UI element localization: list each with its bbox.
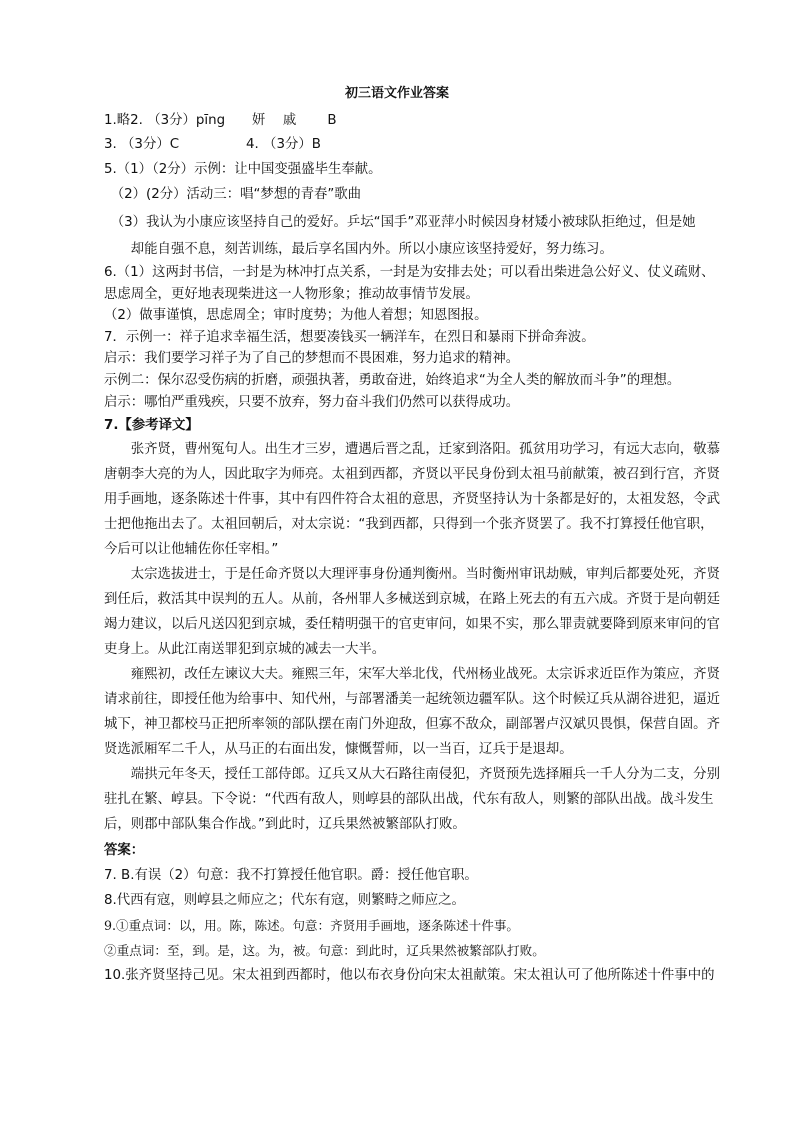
translation-p4-line-1: 端拱元年冬天，授任工部侍郎。辽兵又从大石路往南侵犯，齐贤预先选择厢兵一千人分为二支，分别 bbox=[104, 767, 720, 782]
answer-5-2: （2）(2分）活动三：唱“梦想的青春”歌曲 bbox=[104, 187, 362, 202]
translation-p1-line-1: 张齐贤，曹州冤句人。出生才三岁，遭遇后晋之乱，迁家到洛阳。孤贫用功学习，有远大志向，敬慕 bbox=[104, 442, 720, 457]
translation-p3-line-1: 雍熙初，改任左谏议大夫。雍熙三年，宋军大举北伐，代州杨业战死。太宗诉求近臣作为策应，齐贤 bbox=[104, 667, 720, 682]
answer-7-example-1: 7．示例一：祥子追求幸福生活，想要凑钱买一辆洋车，在烈日和暴雨下拼命奔波。 bbox=[104, 330, 595, 345]
translation-p2-line-3: 竭力建议，以后凡送囚犯到京城，委任精明强干的官吏审问，如果不实，那么罪责就要降到原来审问的官 bbox=[104, 617, 720, 632]
answer-6-1-cont: 思虑周全，更好地表现柴进这一人物形象；推动故事情节发展。 bbox=[104, 287, 479, 302]
translation-heading: 7.【参考译文】 bbox=[104, 418, 199, 433]
answer-5-3: （3）我认为小康应该坚持自己的爱好。乒坛“国手”邓亚萍小时候因身材矮小被球队拒绝过，但是她 bbox=[104, 215, 696, 230]
answer-10: 10.张齐贤坚持己见。宋太祖到西都时，他以布衣身份向宋太祖献策。宋太祖认可了他所陈述十件事中的 bbox=[104, 968, 715, 983]
translation-p3-line-2: 请求前往，即授任他为给事中、知代州，与部署潘美一起统领边疆军队。这个时候辽兵从湖谷进犯，逼近 bbox=[104, 692, 720, 707]
translation-p4-line-3: 后，则郡中部队集合作战。”到此时，辽兵果然被繁部队打败。 bbox=[104, 817, 466, 832]
translation-p4-line-2: 驻扎在繁、崞县。下令说：“代西有敌人，则崞县的部队出战，代东有敌人，则繁的部队出战。战斗发生 bbox=[104, 792, 714, 807]
translation-p2-line-1: 太宗选拔进士，于是任命齐贤以大理评事身份通判衡州。当时衡州审讯劫贼，审判后都要处死，齐贤 bbox=[104, 567, 720, 582]
answer-9-1: 9.①重点词：以，用。陈，陈述。句意：齐贤用手画地，逐条陈述十件事。 bbox=[104, 918, 520, 933]
translation-p1-line-4: 士把他拖出去了。太祖回朝后，对太宗说：“我到西都，只得到一个张齐贤罢了。我不打算授任他官职， bbox=[104, 517, 714, 532]
answer-7-example-2: 示例二：保尔忍受伤病的折磨，顽强执著，勇敢奋进，始终追求“为全人类的解放而斗争”的理想。 bbox=[104, 373, 681, 388]
translation-p1-line-5: 今后可以让他辅佐你任宰相。” bbox=[104, 542, 279, 557]
answer-9-2: ②重点词：至，到。是，这。为，被。句意：到此时，辽兵果然被繁部队打败。 bbox=[104, 943, 545, 958]
answer-6-1: 6.（1）这两封书信，一封是为林冲打点关系，一封是为安排去处；可以看出柴进急公好义、仗义疏财、 bbox=[104, 265, 715, 280]
translation-p3-line-3: 城下，神卫都校马正把所率领的部队摆在南门外迎敌，但寡不敌众，副部署卢汉斌贝畏惧，保营自固。齐 bbox=[104, 717, 720, 732]
answers-heading: 答案： bbox=[104, 843, 145, 858]
translation-p1-line-2: 唐朝李大亮的为人，因此取字为师亮。太祖到西都，齐贤以平民身份到太祖马前献策，被召到行宫，齐贤 bbox=[104, 467, 720, 482]
page-title: 初三语文作业答案 bbox=[344, 86, 449, 101]
answer-7-insight-2: 启示：哪怕严重残疾，只要不放弃，努力奋斗我们仍然可以获得成功。 bbox=[104, 395, 520, 410]
answer-8: 8.代西有寇，则崞县之师应之；代东有寇，则繁畤之师应之。 bbox=[104, 893, 465, 908]
answer-5-1: 5.（1）（2分）示例：让中国变强盛毕生奉献。 bbox=[104, 162, 382, 177]
translation-p3-line-4: 贤选派厢军二千人，从马正的右面出发，慷慨誓师，以一当百，辽兵于是退却。 bbox=[104, 742, 573, 757]
translation-p1-line-3: 用手画地，逐条陈述十件事，其中有四件符合太祖的意思，齐贤坚持认为十条都是好的，太祖发怒，令武 bbox=[104, 492, 720, 507]
answer-line-1-2: 1.略2. （3分）pīng 妍 戚 B bbox=[104, 113, 337, 128]
answer-7: 7. B.有误（2）句意：我不打算授任他官职。爵：授任他官职。 bbox=[104, 868, 478, 883]
translation-p2-line-4: 吏身上。从此江南送罪犯到京城的减去一大半。 bbox=[104, 642, 386, 657]
answer-7-insight-1: 启示：我们要学习祥子为了自己的梦想而不畏困难，努力追求的精神。 bbox=[104, 351, 520, 366]
answer-5-3-cont: 却能自强不息，刻苦训练，最后享名国内外。所以小康应该坚持爱好，努力练习。 bbox=[104, 242, 613, 257]
translation-p2-line-2: 到任后，救活其中误判的五人。从前，各州罪人多械送到京城，在路上死去的有五六成。齐贤于是向朝廷 bbox=[104, 592, 720, 607]
answer-6-2: （2）做事谨慎，思虑周全；审时度势；为他人着想；知恩图报。 bbox=[104, 308, 488, 323]
answer-line-3-4: 3. （3分）C 4. （3分）B bbox=[104, 137, 321, 152]
